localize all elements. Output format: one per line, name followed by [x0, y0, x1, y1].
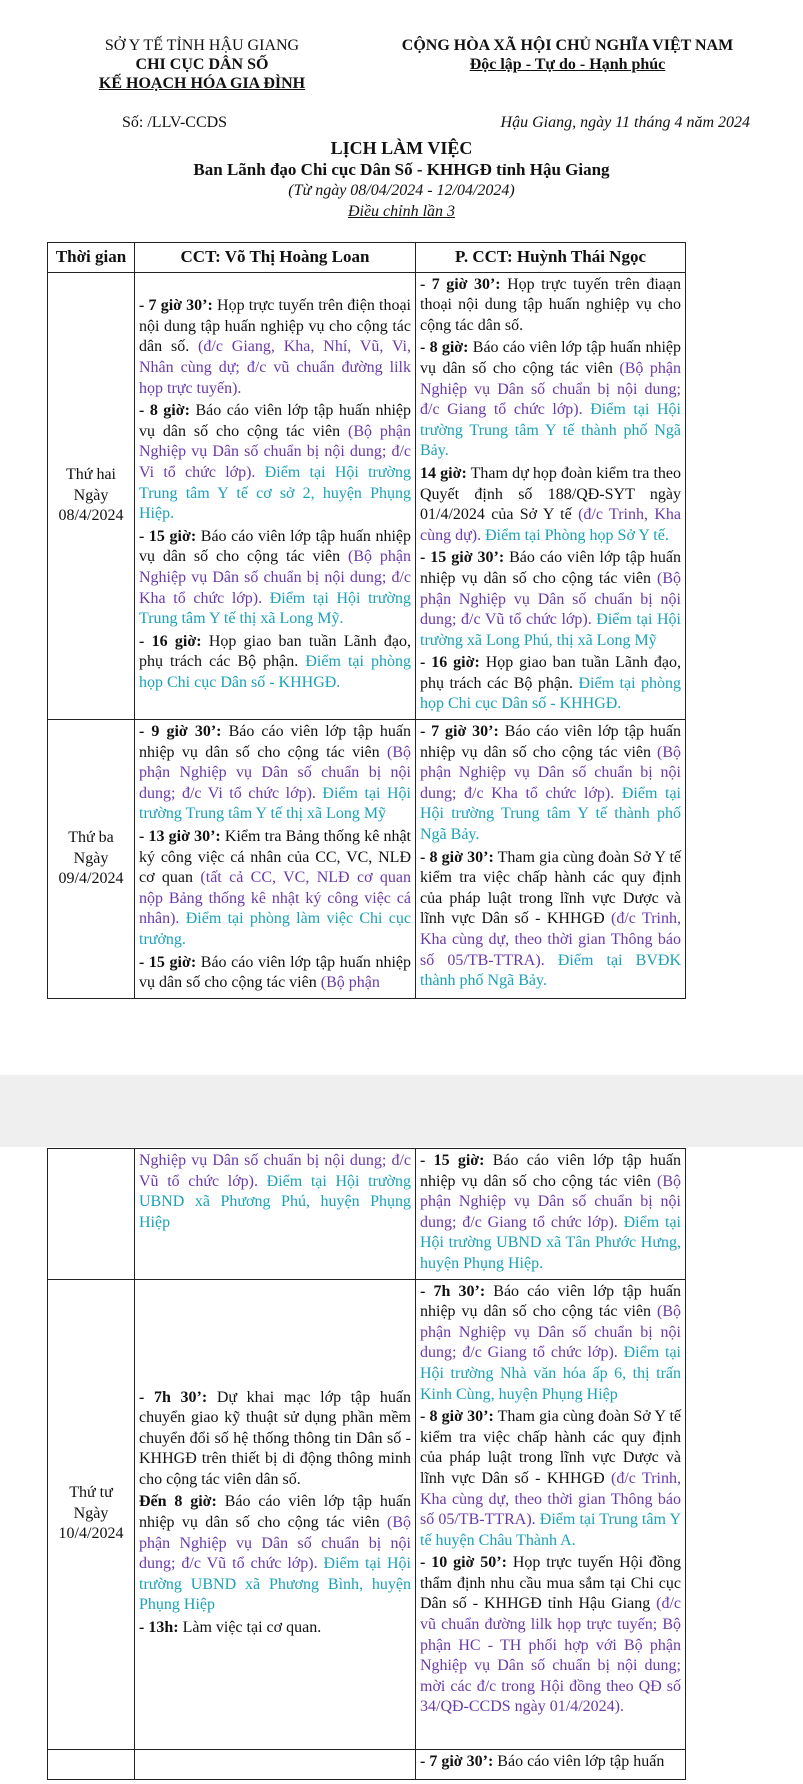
day-label: Ngày	[73, 849, 109, 867]
event-time: - 13 giờ 30’:	[139, 828, 221, 846]
event-time: 14 giờ:	[420, 464, 467, 482]
agency-name: CHI CỤC DÂN SỐ	[135, 56, 269, 73]
day-cell	[48, 720, 135, 999]
event-time: Đến 8 giờ:	[139, 1493, 217, 1511]
col-header-deputy: P. CCT: Huỳnh Thái Ngọc	[416, 243, 686, 273]
deputy-events	[420, 1282, 681, 1718]
event-organizer: (đ/c Trinh, Kha cùng dự).	[420, 506, 681, 544]
document-title-block	[0, 138, 803, 222]
event-place: Điểm tại phòng làm việc Chi cục trưởng.	[139, 910, 411, 948]
event-place: Điểm tại Trung tâm Y tế huyện Châu Thành A.	[420, 1511, 681, 1549]
event-text: Làm việc tại cơ quan.	[178, 1619, 322, 1637]
event-time: - 15 giờ 30’:	[420, 549, 505, 567]
event-organizer: (Bộ phận Nghiệp vụ Dân số chuẩn bị nội dung; đ/c Vũ tổ chức lớp).	[139, 1514, 411, 1573]
event-entry	[139, 527, 411, 630]
event-text: Họp trực tuyến Hội đồng thẩm định nhu cầu mua sắm tại Chi cục Dân số - KHHGĐ tỉnh Hậu Giang	[420, 1554, 681, 1613]
event-time: - 10 giờ 50’:	[420, 1554, 507, 1572]
agency-header	[52, 36, 352, 93]
event-entry	[139, 1388, 411, 1491]
event-entry	[139, 722, 411, 825]
event-place: Điểm tại phòng họp Chi cục Dân số - KHHGĐ.	[420, 674, 681, 713]
weekday: Thứ tư	[69, 1484, 113, 1502]
event-entry	[139, 632, 411, 694]
event-time: - 9 giờ 30’:	[139, 723, 222, 741]
event-time: - 15 giờ:	[139, 527, 197, 545]
event-entry	[139, 1151, 411, 1233]
event-organizer: (Bộ phận Nghiệp vụ Dân số chuẩn bị nội dung; đ/c Vi tổ chức lớp).	[139, 422, 411, 481]
event-organizer: (Bộ phận Nghiệp vụ Dân số chuẩn bị nội dung; đ/c Kha tổ chức lớp).	[139, 548, 411, 607]
event-time: - 7 giờ 30’:	[420, 275, 501, 293]
director-events	[139, 296, 411, 693]
event-organizer: (Bộ phận Nghiệp vụ Dân số chuẩn bị nội dung; đ/c Vi tổ chức lớp).	[139, 743, 411, 802]
event-entry	[420, 1282, 681, 1406]
document-page-2	[0, 1147, 803, 1784]
event-organizer: (Bộ phận Nghiệp vụ Dân số chuẩn bị nội dung; đ/c Vũ tổ chức lớp).	[420, 569, 681, 629]
event-text: Báo cáo viên lớp tập huấn nhiệp vụ dân số cho cộng tác viên	[139, 723, 411, 761]
table-row	[48, 1749, 686, 1779]
document-period: (Từ ngày 08/04/2024 - 12/04/2024)	[288, 182, 515, 199]
director-cell	[135, 272, 416, 719]
director-cell	[135, 1149, 416, 1280]
event-entry	[139, 1492, 411, 1616]
event-organizer: (Bộ phận Nghiệp vụ Dân số chuẩn bị nội dung; đ/c Giang tổ chức lớp).	[420, 1172, 681, 1231]
event-entry	[420, 464, 681, 546]
table-row	[48, 720, 686, 999]
event-time: - 16 giờ:	[420, 654, 480, 672]
day-cell	[48, 1149, 135, 1280]
document-revision: Điều chỉnh lần 3	[347, 203, 456, 220]
document-title: LỊCH LÀM VIỆC	[330, 138, 473, 158]
page-separator	[0, 1075, 803, 1147]
event-time: - 7 giờ 30’:	[139, 297, 213, 315]
event-time: - 8 giờ 30’:	[420, 1408, 494, 1426]
event-time: - 16 giờ:	[139, 632, 202, 650]
event-time: - 7h 30’:	[139, 1388, 208, 1406]
event-time: - 8 giờ 30’:	[420, 848, 494, 866]
event-entry	[420, 548, 681, 651]
event-text: Báo cáo viên lớp tập huấn nhiệp vụ dân số cho cộng tác viên	[139, 402, 412, 440]
event-time: - 13h:	[139, 1619, 179, 1637]
event-entry: - 7 giờ 30’: Báo cáo viên lớp tập huấn	[420, 1752, 665, 1770]
day-label: Ngày	[73, 486, 109, 504]
event-entry	[420, 275, 681, 337]
event-time: - 7 giờ 30’:	[420, 723, 499, 741]
event-time: - 15 giờ:	[420, 1152, 485, 1169]
table-row	[48, 1279, 686, 1749]
event-time: - 8 giờ:	[139, 402, 190, 420]
event-place: Điểm tại Hội trường Trung tâm Y tế thị xã Long Mỹ.	[139, 589, 411, 628]
event-organizer: (đ/c Trinh, Kha cùng dự, theo thời gian Thông báo số 05/TB-TTRA).	[420, 910, 681, 969]
deputy-events	[420, 722, 681, 992]
event-text: Họp giao ban tuần Lãnh đạo, phụ trách các Bộ phận.	[420, 654, 681, 692]
event-entry	[139, 827, 411, 951]
col-header-director: CCT: Võ Thị Hoàng Loan	[135, 243, 416, 273]
event-text: Họp giao ban tuần Lãnh đạo, phụ trách các Bộ phận.	[139, 632, 411, 671]
day-cell	[48, 272, 135, 719]
event-place: Điểm tại phòng họp Chi cục Dân số - KHHGĐ.	[139, 653, 411, 691]
deputy-cell	[416, 1149, 686, 1280]
event-text: Báo cáo viên lớp tập huấn nhiệp vụ dân số cho cộng tác viên	[420, 549, 682, 587]
event-time: - 15 giờ:	[139, 953, 197, 971]
event-organizer: (đ/c Giang, Kha, Nhí, Vũ, Vi, Nhân cùng dự; đ/c vũ chuẩn đường lilk họp trực tuyến).	[139, 338, 411, 397]
event-text: Báo cáo viên lớp tập huấn nhiệp vụ dân số cho cộng tác viên	[139, 953, 412, 992]
event-entry	[420, 1553, 681, 1718]
event-place: Điểm tại Hội trường UBND xã Phương Phú, huyện Phụng Hiệp	[139, 1172, 411, 1231]
event-text: Kiểm tra Bảng thống kê nhật ký công việc cá nhân của CC, VC, NLĐ cơ quan	[139, 828, 411, 887]
event-entry	[420, 1407, 681, 1551]
event-text: Báo cáo viên lớp tập huấn nhiệp vụ dân số cho cộng tác viên	[139, 527, 412, 566]
weekday: Thứ hai	[66, 465, 116, 483]
national-header	[355, 36, 780, 74]
event-time: - 8 giờ:	[420, 339, 469, 357]
event-entry	[420, 848, 681, 992]
schedule-table	[47, 242, 686, 999]
event-organizer: (đ/c Trinh, Kha cùng dự, theo thời gian Thông báo số 05/TB-TTRA).	[420, 1469, 681, 1529]
event-organizer: Nghiệp vụ Dân số chuẩn bị nội dung; đ/c Vũ tổ chức lớp).	[139, 1152, 411, 1190]
event-text: Báo cáo viên lớp tập huấn nhiệp vụ dân số cho cộng tác viên	[139, 1493, 412, 1532]
event-text: Báo cáo viên lớp tập huấn nhiệp vụ dân số cho cộng tác viên	[420, 339, 681, 377]
event-place: Điểm tại Hội trường UBND xã Tân Phước Hưng, huyện Phụng Hiệp.	[420, 1213, 681, 1272]
event-entry	[139, 296, 411, 399]
deputy-cell	[416, 1279, 686, 1749]
event-organizer: (Bộ phận Nghiệp vụ Dân số chuẩn bị nội dung; đ/c Giang tổ chức lớp).	[420, 359, 681, 419]
day-cell	[48, 1749, 135, 1779]
event-entry	[420, 653, 681, 715]
event-organizer: (Bộ phận Nghiệp vụ Dân số chuẩn bị nội dung; đ/c Giang tổ chức lớp).	[420, 1303, 681, 1362]
director-events	[139, 1388, 411, 1639]
table-row	[48, 272, 686, 719]
agency-name-line2: KẾ HOẠCH HÓA GIA ĐÌNH	[98, 75, 306, 92]
event-entry	[420, 1151, 681, 1275]
event-entry	[420, 338, 681, 462]
event-text: Tham dự họp đoàn kiểm tra theo Quyết định số 188/QĐ-SYT ngày 01/4/2024 của Sở Y tế	[420, 464, 681, 524]
table-header-row	[48, 243, 686, 273]
event-entry	[139, 1618, 411, 1639]
country-name: CỘNG HÒA XÃ HỘI CHỦ NGHĨA VIỆT NAM	[401, 37, 734, 54]
event-organizer: (Bộ phận Nghiệp vụ Dân số chuẩn bị nội dung; đ/c Kha tổ chức lớp).	[420, 743, 681, 802]
event-place: Điểm tại Hội trường xã Long Phú, thị xã Long Mỹ	[420, 611, 681, 649]
event-text: Dự khai mạc lớp tập huấn chuyển giao kỹ thuật sử dụng phần mềm chuyển đổi số hệ thống thông tin Dân số - KHHGĐ trên thiết bị di động thông minh cho cộng tác viên dân số.	[139, 1388, 411, 1488]
event-text: Báo cáo viên lớp tập huấn nhiệp vụ dân số cho cộng tác viên	[420, 723, 682, 761]
event-text: Báo cáo viên lớp tập huấn nhiệp vụ dân số cho cộng tác viên	[420, 1152, 681, 1190]
day-date: 09/4/2024	[58, 870, 124, 888]
deputy-events	[420, 275, 681, 715]
event-text: Họp trực tuyến trên điaạn thoại nội dung tập huấn nghiệp vụ cho cộng tác dân số.	[420, 275, 682, 334]
document-number: Số: /LLV-CCDS	[122, 114, 228, 131]
director-cell	[135, 720, 416, 999]
event-place: Điểm tại Phòng họp Sở Y tế.	[481, 526, 669, 544]
event-entry	[139, 401, 411, 525]
event-place: Điểm tại Hội trường UBND xã Phương Bình, huyện Phụng Hiệp	[139, 1555, 411, 1614]
place-date: Hậu Giang, ngày 11 tháng 4 năm 2024	[500, 114, 750, 131]
event-organizer: (đ/c vũ chuẩn đường lilk họp trực tuyến; Bộ phận HC - TH phối hợp với Bộ phận Nghiệp vụ Dân số chuẩn bị nội dung; mời các đ/c trong Hội đồng theo QĐ số 34/QĐ-CCDS ngày 01/4/2024).	[420, 1595, 682, 1716]
event-place: Điểm tại Hội trường Nhà văn hóa ấp 6, thị trấn Kinh Cùng, huyện Phụng Hiệp	[420, 1344, 681, 1403]
event-organizer: (tất cả CC, VC, NLĐ cơ quan nộp Bảng thống kê nhật ký công việc cá nhân).	[139, 869, 411, 928]
deputy-cell	[416, 272, 686, 719]
director-events	[139, 1151, 411, 1233]
event-place: Điểm tại Hội trường Trung tâm Y tế thị xã Long Mỹ	[139, 784, 412, 823]
event-place: Điểm tại BVĐK thành phố Ngã Bảy.	[420, 951, 682, 990]
day-date: 10/4/2024	[58, 1525, 124, 1543]
event-entry	[139, 953, 411, 994]
director-events	[139, 722, 411, 994]
national-motto: Độc lập - Tự do - Hạnh phúc	[469, 56, 666, 73]
event-text: Họp trực tuyến trên điện thoại nội dung tập huấn nghiệp vụ cho cộng tác dân số.	[139, 297, 412, 356]
event-organizer: (Bộ phận	[316, 974, 380, 992]
deputy-cell	[416, 720, 686, 999]
col-header-time: Thời gian	[48, 243, 135, 273]
director-cell	[135, 1279, 416, 1749]
event-text: Tham gia cùng đoàn Sở Y tế kiểm tra việc chấp hành các quy định của pháp luật trong lĩnh vực Dược và lĩnh vực Dân số - KHHGĐ	[420, 1408, 681, 1487]
day-label: Ngày	[73, 1504, 109, 1522]
event-text: Tham gia cùng đoàn Sở Y tế kiểm tra việc chấp hành các quy định của pháp luật trong lĩnh vực Dược và lĩnh vực Dân số - KHHGĐ	[420, 848, 681, 928]
deputy-events	[420, 1151, 681, 1275]
schedule-table-continued	[47, 1148, 686, 1780]
day-cell	[48, 1279, 135, 1749]
table-row	[48, 1149, 686, 1280]
day-date: 08/4/2024	[58, 507, 124, 525]
event-time: - 7h 30’:	[420, 1282, 486, 1300]
deputy-cell	[416, 1749, 686, 1779]
weekday: Thứ ba	[68, 829, 114, 847]
event-place: Điểm tại Hội trường Trung tâm Y tế thành phố Ngã Bảy.	[420, 784, 682, 844]
event-text: Báo cáo viên lớp tập huấn nhiệp vụ dân số cho cộng tác viên	[420, 1282, 681, 1321]
event-place: Điểm tại Hội trường Trung tâm Y tế thành phố Ngã Bảy.	[420, 401, 682, 460]
event-place: Điểm tại Hội trường Trung tâm Y tế cơ sở 2, huyện Phụng Hiệp.	[139, 463, 411, 523]
director-cell	[135, 1749, 416, 1779]
agency-parent: SỞ Y TẾ TỈNH HẬU GIANG	[104, 37, 300, 54]
event-entry	[420, 722, 681, 846]
document-subtitle: Ban Lãnh đạo Chi cục Dân Số - KHHGĐ tỉnh Hậu Giang	[193, 160, 610, 179]
